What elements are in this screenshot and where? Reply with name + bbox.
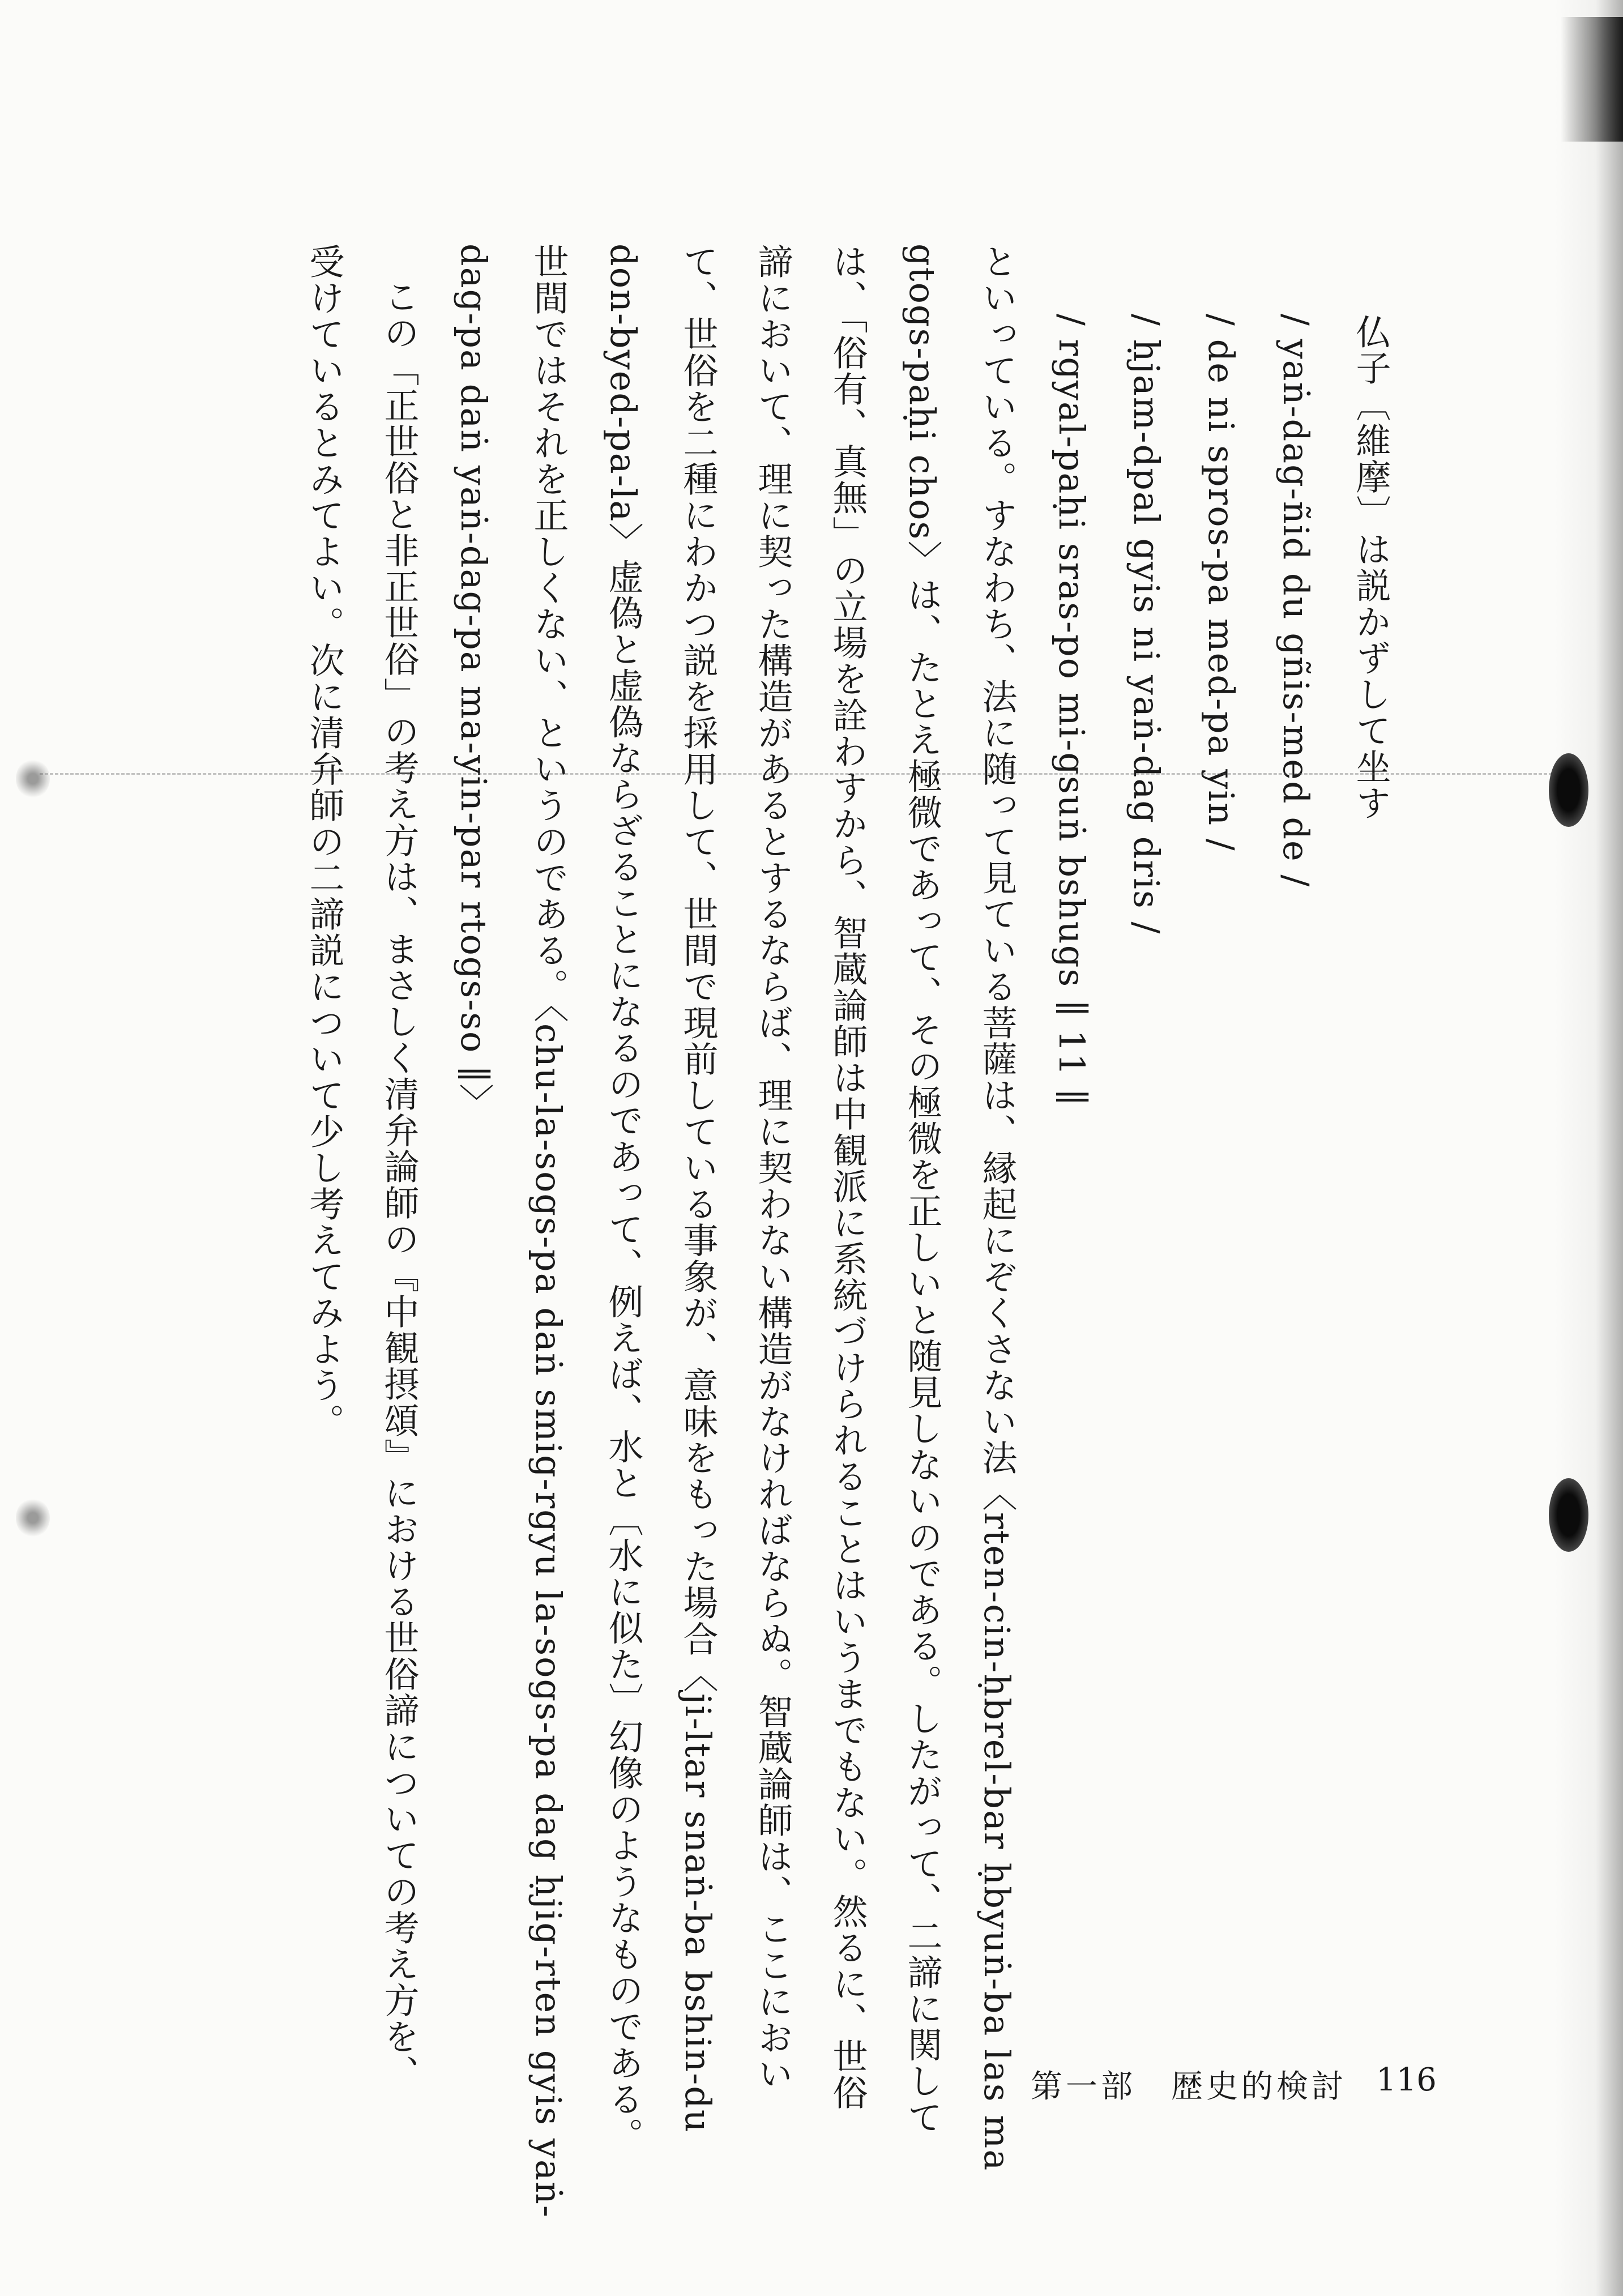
page-number: 116 — [1376, 2062, 1437, 2098]
text-line: は、「俗有、真無」の立場を詮わすから、智蔵論師は中観派に系統づけられることはいうまでもない。然るに、世俗 — [827, 244, 868, 2111]
punch-hole — [1549, 1478, 1588, 1552]
page-corner-shadow — [1561, 17, 1623, 142]
text-line: 諦において、理に契った構造があるとするならば、理に契わない構造がなければならぬ。智蔵論師は、ここにおい — [752, 244, 793, 2092]
verse-line: / yaṅ-dag-ñid du gñis-med de / — [1275, 314, 1317, 888]
text-line: gtogs-paḥi chos〉は、たとえ極微であって、その極微を正しいと随見しないのである。したがって、二諦に関して — [902, 244, 943, 2136]
text-line: don-byed-pa-la〉虚偽と虚偽ならざることになるのであって、例えば、水と〔水に似た〕幻像のようなものである。 — [603, 244, 644, 2154]
text-line: 受けているとみてよい。次に清弁師の二諦説について少し考えてみよう。 — [304, 244, 345, 1440]
verse-line: / rgyal-paḥi sras-po mi-gsuṅ bshugs ∥ 11 ∥ — [1051, 314, 1092, 1107]
text-line: dag-pa daṅ yaṅ-dag-pa ma-yin-par rtogs-so ∥〉 — [453, 244, 494, 1120]
fold-line — [40, 773, 1557, 775]
binder-mark — [16, 1498, 50, 1538]
verse-line: / ḥjam-dpal gyis ni yaṅ-dag dris / — [1126, 314, 1167, 935]
page-edge-shadow — [1555, 0, 1623, 2296]
text-line: て、世俗を二種にわかつ説を採用して、世間で現前している事象が、意味をもった場合〈ji-ltar snaṅ-ba bshin-du — [677, 244, 719, 2133]
running-footer-title: 第一部 歴史的検討 — [1031, 2068, 1347, 2105]
paragraph-start-line: この「正世俗と非正世俗」の考え方は、まさしく清弁論師の『中観摂頌』における世俗諦についての考え方を、 — [378, 279, 420, 2091]
verse-line: / de ni spros-pa med-pa yin / — [1201, 314, 1242, 852]
punch-hole — [1549, 753, 1588, 827]
binder-mark — [16, 759, 50, 799]
text-line: 仏子〔維摩〕は説かずして坐す — [1350, 314, 1391, 821]
text-line: 世間ではそれを正しくない、というのである。〈chu-la-sogs-pa daṅ smig-rgyu la-sogs-pa dag ḥjig-rten gyis yaṅ- — [528, 244, 569, 2218]
text-line: といっている。すなわち、法に随って見ている菩薩は、縁起にぞくさない法〈rten-cin-ḥbrel-bar ḥbyuṅ-ba las ma — [976, 244, 1018, 2172]
